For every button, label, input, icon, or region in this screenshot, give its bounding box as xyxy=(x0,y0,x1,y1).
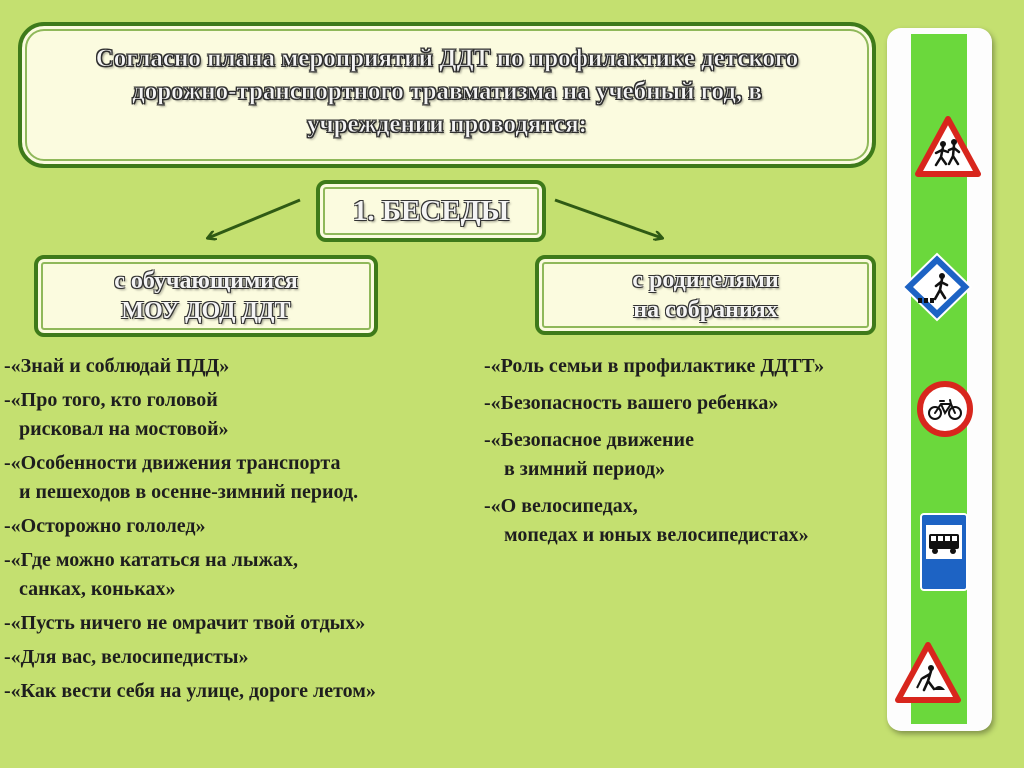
list-item: -«Безопасность вашего ребенка» xyxy=(484,392,779,414)
title-line-1: Согласно плана мероприятий ДДТ по профилактике детского xyxy=(95,44,799,72)
list-item: -«Как вести себя на улице, дороге летом» xyxy=(4,680,376,702)
parents-box-line-2: на собраниях xyxy=(633,297,778,323)
list-item: -«Особенности движения транспорта и пешеходов в осенне-зимний период. xyxy=(4,452,359,503)
title-line-3: учреждении проводятся: xyxy=(307,110,587,138)
list-item: -«Пусть ничего не омрачит твой отдых» xyxy=(4,612,366,634)
list-item: -«Знай и соблюдай ПДД» xyxy=(4,355,230,377)
bus-stop-sign-icon xyxy=(920,513,968,591)
parents-box xyxy=(535,255,876,335)
list-item: -«Безопасное движение в зимний период» xyxy=(484,429,694,480)
list-item: -«Про того, кто головой рисковал на мостовой» xyxy=(4,389,229,440)
list-item: -«Осторожно гололед» xyxy=(4,515,206,537)
list-item: -«Роль семьи в профилактике ДДТТ» xyxy=(484,355,825,377)
list-item: -«Где можно кататься на лыжах, санках, коньках» xyxy=(4,549,298,600)
road-works-sign-icon xyxy=(895,642,961,704)
parents-topics-list xyxy=(484,352,824,558)
road-decoration xyxy=(887,28,992,731)
parents-box-line-1: с родителями xyxy=(632,267,779,293)
students-topics-list xyxy=(4,352,376,711)
arrow-right xyxy=(555,200,662,238)
children-warning-sign-icon xyxy=(915,116,981,178)
title-line-2: дорожно-транспортного травматизма на учебный год, в xyxy=(132,77,762,105)
students-box xyxy=(34,255,378,337)
arrow-left xyxy=(208,200,300,238)
list-item: -«О велосипедах, мопедах и юных велосипедистах» xyxy=(484,495,809,546)
no-bicycles-sign-icon xyxy=(916,380,974,438)
pedestrian-crossing-sign-icon xyxy=(901,252,973,322)
students-box-line-2: МОУ ДОД ДДТ xyxy=(121,298,291,324)
conversations-heading: 1. БЕСЕДЫ xyxy=(352,194,510,227)
students-box-line-1: с обучающимися xyxy=(114,268,298,294)
list-item: -«Для вас, велосипедисты» xyxy=(4,646,249,668)
